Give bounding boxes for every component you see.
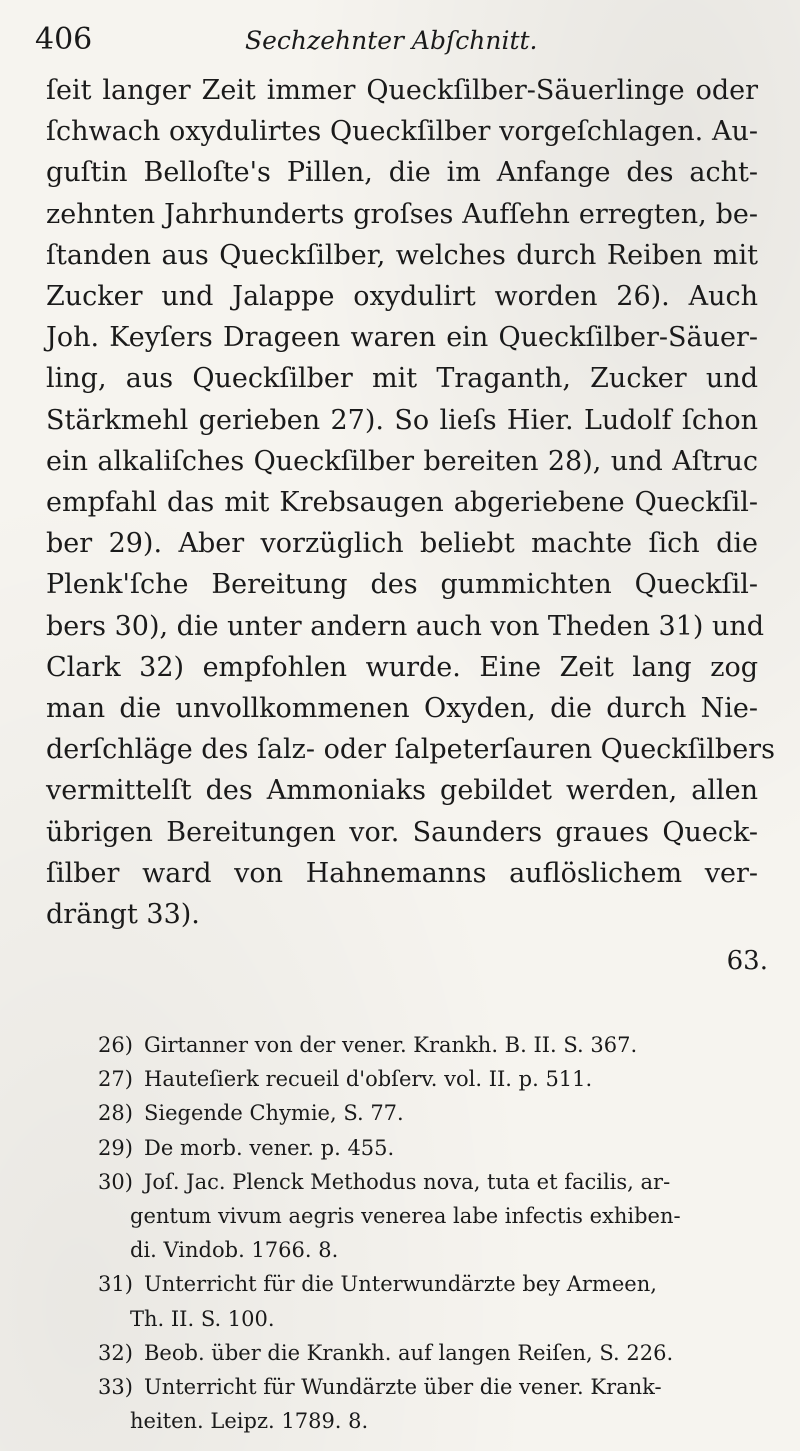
footnote-number: 31) [98,1272,133,1297]
body-text [46,70,775,935]
catchword: 63. [726,946,768,976]
footnote-number: 30) [98,1169,133,1194]
text-line: ſchwach oxydulirtes Queckſilber vorgeſchlagen. Au- [46,116,758,148]
footnote-text: Joſ. Jac. Plenck Methodus nova, tuta et facilis, ar- [144,1169,671,1194]
footnote [98,1370,778,1404]
text-line: ber 29). Aber vorzüglich beliebt machte ſich die [46,528,758,560]
footnote-number: 33) [98,1375,133,1400]
footnote-continuation [98,1302,778,1336]
footnote-continuation [98,1233,778,1267]
footnote-number: 26) [98,1033,133,1057]
text-line: Stärkmehl gerieben 27). So lieſs Hier. Ludolf ſchon [46,404,758,436]
footnote [98,1131,778,1165]
footnote-text: Siegende Chymie, S. 77. [144,1101,404,1126]
text-line: drängt 33). [46,899,200,931]
footnote-text: di. Vindob. 1766. 8. [130,1238,339,1263]
text-line: man die unvollkommenen Oxyden, die durch Nie- [46,693,758,725]
text-line: Plenk'ſche Bereitung des gummichten Queckſil- [46,569,758,601]
text-line: Joh. Keyſers Drageen waren ein Queckſilber-Säuer- [46,322,758,354]
page-header [35,18,775,64]
footnote [98,1096,778,1130]
footnote-text: Hauteſierk recueil d'obſerv. vol. II. p. 511. [144,1067,593,1092]
text-line: ſeit langer Zeit immer Queckſilber-Säuerlinge oder [46,75,758,106]
footnote-text: Unterricht für die Unterwundärzte bey Armeen, [144,1272,657,1297]
footnote-text: heiten. Leipz. 1789. 8. [130,1409,369,1434]
text-line: guſtin Belloſte's Pillen, die im Anfange des acht- [46,157,758,189]
footnote-text: Beob. über die Krankh. auf langen Reiſen, S. 226. [144,1340,674,1365]
text-line: Zucker und Jalappe oxydulirt worden 26). Auch [46,281,758,313]
footnote [98,1336,778,1370]
footnote-continuation [98,1199,778,1233]
text-line: vermittelſt des Ammoniaks gebildet werden, allen [46,775,758,807]
running-head: Sechzehnter Abſchnitt. [245,26,538,55]
footnote-number: 28) [98,1101,133,1126]
text-line: ein alkaliſches Queckſilber bereiten 28), und Aſtruc [46,445,758,477]
footnote-number: 27) [98,1067,133,1092]
footnote-continuation [98,1404,778,1438]
text-line: bers 30), die unter andern auch von Theden 31) und [46,610,765,642]
text-line: derſchläge des ſalz- oder ſalpeterſauren Queckſilbers [46,734,775,766]
text-line: empfahl das mit Krebsaugen abgeriebene Queckſil- [46,487,758,519]
text-line: ſtanden aus Queckſilber, welches durch Reiben mit [46,239,758,271]
text-line: übrigen Bereitungen vor. Saunders graues Queck- [46,816,758,848]
footnote-text: Unterricht für Wundärzte über die vener. Krank- [144,1375,662,1400]
text-line: zehnten Jahrhunderts groſses Aufſehn erregten, be- [46,198,758,230]
footnote [98,1267,778,1301]
footnotes [98,1028,778,1438]
footnote [98,1165,778,1199]
footnote-text: Th. II. S. 100. [130,1306,275,1331]
footnote-text: De morb. vener. p. 455. [144,1135,395,1160]
text-line: Clark 32) empfohlen wurde. Eine Zeit lang zog [46,651,758,683]
page-number: 406 [35,22,93,57]
text-line: ling, aus Queckſilber mit Traganth, Zucker und [46,363,758,395]
footnote-number: 29) [98,1135,133,1160]
footnote [98,1028,778,1062]
text-line: ſilber ward von Hahnemanns auflöslichem ver- [46,857,758,889]
footnote-text: Girtanner von der vener. Krankh. B. II. S. 367. [144,1033,638,1057]
footnote-number: 32) [98,1340,133,1365]
footnote [98,1062,778,1096]
footnote-text: gentum vivum aegris venerea labe infectis exhiben- [130,1204,681,1229]
